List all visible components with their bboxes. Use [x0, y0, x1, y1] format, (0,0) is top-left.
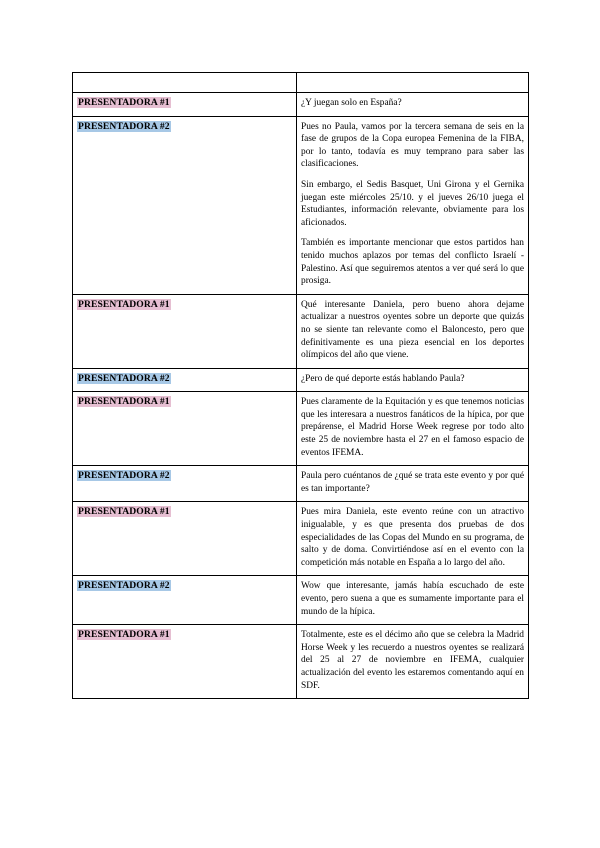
dialogue-paragraph: Wow que interesante, jamás había escuchado de este evento, pero suena a que es sumamente importante para el mundo de la hípica. [301, 581, 524, 617]
speaker-label: PRESENTADORA #1 [78, 396, 170, 408]
dialogue-paragraph: Pues no Paula, vamos por la tercera semana de seis en la fase de grupos de la Copa europea Femenina de la FIBA, por lo tanto, todavía es muy temprano para saber las clasificaciones. [301, 121, 524, 170]
table-header-row [73, 73, 529, 93]
speaker-label: PRESENTADORA #2 [78, 580, 170, 592]
speaker-cell [73, 502, 297, 576]
table-row [73, 116, 529, 294]
speaker-cell [73, 466, 297, 502]
dialogue-cell [297, 625, 529, 699]
speaker-label: PRESENTADORA #1 [78, 298, 170, 310]
speaker-cell [73, 368, 297, 392]
dialogue-cell [297, 576, 529, 625]
dialogue-paragraph: Sin embargo, el Sedis Basquet, Uni Girona y el Gernika juegan este miércoles 25/10. y el jueves 26/10 juega el Estudiantes, información relevante, obviamente para los aficionados. [301, 179, 524, 228]
speaker-label: PRESENTADORA #2 [78, 120, 170, 132]
header-cell-dialogue [297, 73, 529, 93]
dialogue-cell [297, 368, 529, 392]
dialogue-paragraph: ¿Pero de qué deporte estás hablando Paula? [301, 373, 465, 384]
speaker-cell [73, 576, 297, 625]
speaker-cell [73, 625, 297, 699]
table-row [73, 93, 529, 117]
speaker-cell [73, 93, 297, 117]
dialogue-paragraph: ¿Y juegan solo en España? [301, 98, 402, 108]
table-row [73, 392, 529, 466]
speaker-cell [73, 294, 297, 368]
speaker-label: PRESENTADORA #2 [78, 470, 170, 482]
dialogue-paragraph: Qué interesante Daniela, pero bueno ahora dejame actualizar a nuestros oyentes sobre un deporte que quizás no se siente tan relevante como el Baloncesto, pero que definitivamente es una pieza esencial en los deportes olímpicos del año que viene. [301, 299, 524, 361]
dialogue-cell [297, 93, 529, 117]
dialogue-paragraph: Totalmente, este es el décimo año que se celebra la Madrid Horse Week y les recuerdo a nuestros oyentes se realizará del 25 al 27 de noviembre en IFEMA, cualquier actualización del evento les estaremos comentando aquí en SDF. [301, 630, 524, 691]
speaker-label: PRESENTADORA #1 [78, 629, 170, 641]
dialogue-cell [297, 294, 529, 368]
header-cell-speaker [73, 73, 297, 93]
speaker-label: PRESENTADORA #2 [78, 372, 170, 384]
table-row [73, 576, 529, 625]
dialogue-cell [297, 116, 529, 294]
dialogue-paragraph: También es importante mencionar que estos partidos han tenido muchos aplazos por temas del conflicto Israelí - Palestino. Así que seguiremos atentos a ver qué será lo que prosiga. [301, 238, 524, 287]
speaker-cell [73, 392, 297, 466]
speaker-cell [73, 116, 297, 294]
dialogue-paragraph: Pues claramente de la Equitación y es que tenemos noticias que les interesara a nuestros fanáticos de la hípica, por que prepárense, el Madrid Horse Week regrese por todo alto este 25 de noviembre hasta el 27 en el famoso espacio de eventos IFEMA. [301, 397, 524, 458]
dialogue-paragraph: Paula pero cuéntanos de ¿qué se trata este evento y por qué es tan importante? [301, 471, 524, 494]
speaker-label: PRESENTADORA #1 [78, 97, 170, 108]
table-row [73, 502, 529, 576]
script-table [72, 72, 529, 699]
table-row [73, 466, 529, 502]
dialogue-cell [297, 502, 529, 576]
table-row [73, 294, 529, 368]
dialogue-paragraph: Pues mira Daniela, este evento reúne con un atractivo inigualable, y es que presenta dos pruebas de dos especialidades de las Copas del Mundo en su programa, de salto y de doma. Convirtiéndose así en el evento con la competición más notable en España a lo largo del año. [301, 507, 524, 568]
speaker-label: PRESENTADORA #1 [78, 506, 170, 518]
dialogue-cell [297, 466, 529, 502]
table-row [73, 368, 529, 392]
dialogue-cell [297, 392, 529, 466]
table-row [73, 625, 529, 699]
